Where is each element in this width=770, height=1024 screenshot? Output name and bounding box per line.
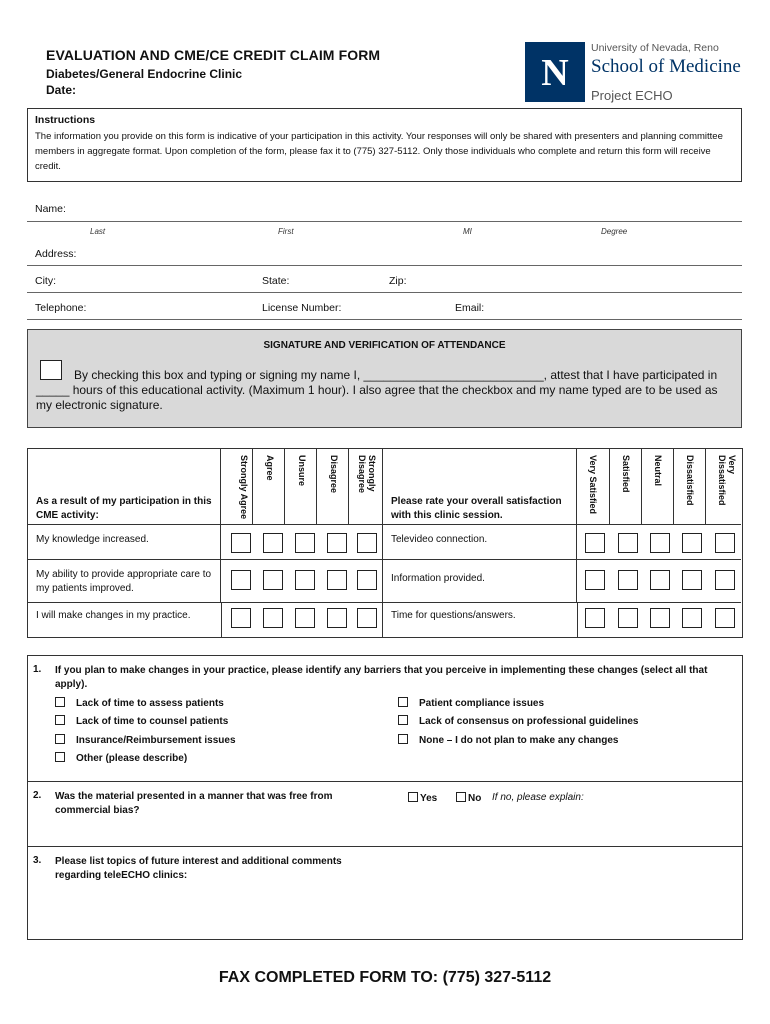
time-very-satisfied-checkbox[interactable]	[585, 608, 605, 628]
scale-unsure: Unsure	[297, 455, 307, 487]
logo-school-name: School of Medicine	[591, 56, 741, 77]
barrier-assess-checkbox[interactable]	[55, 697, 65, 707]
satisfaction-row-information: Information provided.	[391, 573, 485, 584]
cme-changes-disagree-checkbox[interactable]	[327, 608, 347, 628]
barrier-counsel-checkbox[interactable]	[55, 715, 65, 725]
scale-dissatisfied: Dissatisfied	[685, 455, 695, 506]
scale-very-dissatisfied: Very Dissatisfied	[717, 455, 737, 506]
bias-no-checkbox[interactable]	[456, 792, 466, 802]
signature-section	[27, 329, 742, 428]
license-label: License Number:	[262, 302, 342, 314]
signature-statement: By checking this box and typing or signing my name I, ___________________________, attest that I have participated in _____ hours of this educational activity. (Maximum 1 hour). I also agree that the checkbox and my name typed are to be used as my electronic signature.	[36, 368, 718, 412]
barrier-compliance-option[interactable]: Patient compliance issues	[398, 697, 544, 709]
name-first-label: First	[278, 227, 294, 236]
cme-knowledge-agree-checkbox[interactable]	[263, 533, 283, 553]
barrier-other-option[interactable]: Other (please describe)	[55, 752, 187, 764]
question-1-box	[27, 655, 743, 782]
name-last-label: Last	[90, 227, 106, 236]
nevada-n-logo-icon: N	[525, 42, 585, 102]
bias-no-option[interactable]: No	[456, 792, 481, 804]
cme-changes-strongly-agree-checkbox[interactable]	[231, 608, 251, 628]
question-1-text: If you plan to make changes in your practice, please identify any barriers that you perceive in implementing these changes (select all that apply).	[55, 665, 708, 690]
information-satisfied-checkbox[interactable]	[618, 570, 638, 590]
information-dissatisfied-checkbox[interactable]	[682, 570, 702, 590]
logo-program-name: Project ECHO	[591, 88, 673, 103]
cme-ability-strongly-disagree-checkbox[interactable]	[357, 570, 377, 590]
time-satisfied-checkbox[interactable]	[618, 608, 638, 628]
name-line[interactable]	[27, 221, 742, 222]
cme-question: As a result of my participation in this CME activity:	[36, 496, 212, 521]
name-mi-label: MI	[463, 227, 472, 236]
scale-satisfied: Satisfied	[621, 455, 631, 493]
state-label: State:	[262, 275, 290, 287]
telephone-license-email-line[interactable]	[27, 319, 742, 320]
cme-ability-agree-checkbox[interactable]	[263, 570, 283, 590]
information-very-dissatisfied-checkbox[interactable]	[715, 570, 735, 590]
instructions-text: The information you provide on this form is indicative of your participation in this activity. Your responses will only be shared with presenters and planning committee members in aggregate format. Upon completion of the form, please fax it to (775) 327-5112. Only those individuals who complete and return this form will receive credit.	[35, 131, 723, 172]
televideo-dissatisfied-checkbox[interactable]	[682, 533, 702, 553]
city-state-zip-line[interactable]	[27, 292, 742, 293]
question-3-text: Please list topics of future interest and additional comments regarding teleECHO clinics:	[55, 856, 342, 881]
form-title: EVALUATION AND CME/CE CREDIT CLAIM FORM	[46, 47, 381, 63]
barrier-assess-option[interactable]: Lack of time to assess patients	[55, 697, 224, 709]
scale-neutral: Neutral	[653, 455, 663, 487]
barrier-counsel-option[interactable]: Lack of time to counsel patients	[55, 715, 228, 727]
cme-changes-unsure-checkbox[interactable]	[295, 608, 315, 628]
bias-yes-option[interactable]: Yes	[408, 792, 437, 804]
email-label: Email:	[455, 302, 485, 314]
barrier-insurance-option[interactable]: Insurance/Reimbursement issues	[55, 734, 236, 746]
time-dissatisfied-checkbox[interactable]	[682, 608, 702, 628]
instructions-heading: Instructions	[35, 114, 96, 126]
zip-label: Zip:	[389, 275, 407, 287]
cme-changes-agree-checkbox[interactable]	[263, 608, 283, 628]
clinic-subtitle: Diabetes/General Endocrine Clinic	[46, 67, 243, 81]
information-very-satisfied-checkbox[interactable]	[585, 570, 605, 590]
date-label: Date:	[46, 83, 77, 97]
barrier-none-option[interactable]: None – I do not plan to make any changes	[398, 734, 618, 746]
fax-instruction: FAX COMPLETED FORM TO: (775) 327-5112	[218, 969, 552, 986]
cme-ability-strongly-agree-checkbox[interactable]	[231, 570, 251, 590]
cme-changes-strongly-disagree-checkbox[interactable]	[357, 608, 377, 628]
information-neutral-checkbox[interactable]	[650, 570, 670, 590]
time-neutral-checkbox[interactable]	[650, 608, 670, 628]
cme-row-knowledge: My knowledge increased.	[36, 534, 149, 545]
scale-disagree: Disagree	[329, 455, 339, 494]
time-very-dissatisfied-checkbox[interactable]	[715, 608, 735, 628]
question-2-text: Was the material presented in a manner that was free from commercial bias?	[55, 791, 333, 816]
cme-knowledge-strongly-agree-checkbox[interactable]	[231, 533, 251, 553]
scale-very-satisfied: Very Satisfied	[588, 455, 598, 515]
barrier-consensus-checkbox[interactable]	[398, 715, 408, 725]
instructions-box	[27, 108, 742, 182]
telephone-label: Telephone:	[35, 302, 87, 314]
name-label: Name:	[35, 203, 66, 215]
city-label: City:	[35, 275, 56, 287]
satisfaction-row-televideo: Televideo connection.	[391, 534, 488, 545]
scale-strongly-agree: Strongly Agree	[239, 455, 249, 520]
name-degree-label: Degree	[601, 227, 628, 236]
barrier-compliance-checkbox[interactable]	[398, 697, 408, 707]
question-1-number: 1.	[33, 664, 42, 675]
barrier-consensus-option[interactable]: Lack of consensus on professional guidelines	[398, 715, 639, 727]
question-3-number: 3.	[33, 855, 42, 866]
satisfaction-table	[383, 448, 743, 638]
cme-row-ability: My ability to provide appropriate care to my patients improved.	[36, 569, 212, 594]
question-3-box[interactable]	[27, 846, 743, 940]
address-label: Address:	[35, 248, 77, 260]
televideo-satisfied-checkbox[interactable]	[618, 533, 638, 553]
televideo-very-dissatisfied-checkbox[interactable]	[715, 533, 735, 553]
cme-ability-unsure-checkbox[interactable]	[295, 570, 315, 590]
barrier-insurance-checkbox[interactable]	[55, 734, 65, 744]
cme-row-changes: I will make changes in my practice.	[36, 610, 191, 621]
televideo-neutral-checkbox[interactable]	[650, 533, 670, 553]
address-line[interactable]	[27, 265, 742, 266]
university-logo	[525, 42, 747, 104]
barrier-other-checkbox[interactable]	[55, 752, 65, 762]
barrier-none-checkbox[interactable]	[398, 734, 408, 744]
cme-evaluation-table	[27, 448, 383, 638]
scale-strongly-disagree: Strongly Disagree	[357, 455, 377, 494]
signature-heading: SIGNATURE AND VERIFICATION OF ATTENDANCE	[263, 340, 506, 351]
cme-knowledge-disagree-checkbox[interactable]	[327, 533, 347, 553]
scale-agree: Agree	[265, 455, 275, 481]
satisfaction-row-time: Time for questions/answers.	[391, 610, 516, 621]
bias-explain-label: If no, please explain:	[492, 792, 584, 803]
cme-knowledge-strongly-disagree-checkbox[interactable]	[357, 533, 377, 553]
cme-ability-disagree-checkbox[interactable]	[327, 570, 347, 590]
question-2-box	[27, 781, 743, 847]
cme-knowledge-unsure-checkbox[interactable]	[295, 533, 315, 553]
bias-yes-checkbox[interactable]	[408, 792, 418, 802]
logo-university-name: University of Nevada, Reno	[591, 42, 719, 54]
question-2-number: 2.	[33, 790, 42, 801]
satisfaction-question: Please rate your overall satisfaction with this clinic session.	[391, 496, 562, 521]
televideo-very-satisfied-checkbox[interactable]	[585, 533, 605, 553]
